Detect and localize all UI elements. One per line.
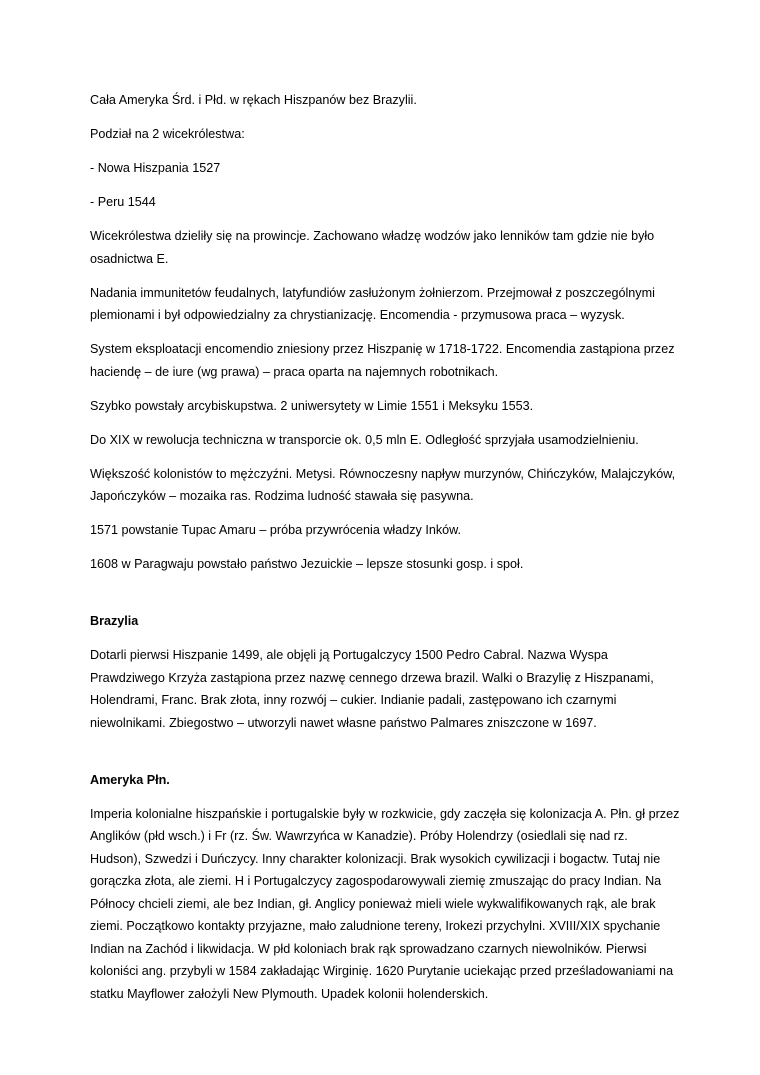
section-gap [90,587,680,610]
paragraph: Imperia kolonialne hiszpańskie i portugalskie były w rozkwicie, gdy zaczęła się kolonizacja A. Płn. gł przez Anglików (płd wsch.) i Fr (rz. Św. Wawrzyńca w Kanadzie). Próby Holendrzy (osiedlali się nad rz. Hudson), Szwedzi i Duńczycy. Inny charakter kolonizacji. Brak wysokich cywilizacji i bogactw. Tutaj nie gorączka złota, ale ziemi. H i Portugalczycy zagospodarowywali ziemię zmuszając do pracy Indian. Na Północy chcieli ziemi, ale bez Indian, gł. Anglicy ponieważ mieli wiele wykwalifikowanych rąk, ale brak ziemi. Początkowo kontakty przyjazne, mało zaludnione tereny, Irokezi przychylni. XVIII/XIX spychanie Indian na Zachód i likwidacja. W płd koloniach brak rąk sprowadzano czarnych niewolników. Pierwsi koloniści ang. przybyli w 1584 zakładając Wirginię. 1620 Purytanie uciekając przed prześladowaniami na statku Mayflower założyli New Plymouth. Upadek kolonii holenderskich. [90,806,680,1001]
section-gap [90,746,680,769]
list-item: - Nowa Hiszpania 1527 [90,161,221,175]
list-item: - Peru 1544 [90,195,156,209]
paragraph: Wicekrólestwa dzieliły się na prowincje. Zachowano władzę wodzów jako lenników tam gdzie nie było osadnictwa E. [90,229,655,266]
paragraph: Nadania immunitetów feudalnych, latyfundiów zasłużonym żołnierzom. Przejmował z poszczególnymi plemionami i był odpowiedzialny za chrystianizację. Encomendia - przymusowa praca – wyzysk. [90,285,655,322]
paragraph: Szybko powstały arcybiskupstwa. 2 uniwersytety w Limie 1551 i Meksyku 1553. [90,398,534,413]
paragraph: 1608 w Paragwaju powstało państwo Jezuickie – lepsze stosunki gosp. i społ. [90,557,524,571]
document-body [90,89,680,1017]
paragraph: Cała Ameryka Śrd. i Płd. w rękach Hiszpanów bez Brazylii. [90,93,417,107]
section-heading-ameryka-pln: Ameryka Płn. [90,772,170,787]
paragraph: Do XIX w rewolucja techniczna w transporcie ok. 0,5 mln E. Odległość sprzyjała usamodzielnieniu. [90,432,639,447]
paragraph: 1571 powstanie Tupac Amaru – próba przywrócenia władzy Inków. [90,523,462,537]
section-heading-brazylia: Brazylia [90,614,139,628]
paragraph: Większość kolonistów to mężczyźni. Metysi. Równoczesny napływ murzynów, Chińczyków, Malajczyków, Japończyków – mozaika ras. Rodzima ludność stawała się pasywna. [90,466,676,503]
paragraph: Podział na 2 wicekrólestwa: [90,127,245,141]
paragraph: System eksploatacji encomendio zniesiony przez Hiszpanię w 1718-1722. Encomendia zastąpiona przez haciendę – de iure (wg prawa) – praca oparta na najemnych robotnikach. [90,342,675,379]
paragraph: Dotarli pierwsi Hiszpanie 1499, ale objęli ją Portugalczycy 1500 Pedro Cabral. Nazwa Wyspa Prawdziwego Krzyża zastąpiona przez nazwę cennego drzewa brazil. Walki o Brazylię z Hiszpanami, Holendrami, Franc. Brak złota, inny rozwój – cukier. Indianie padali, zastępowano ich czarnymi niewolnikami. Zbiegostwo – utworzyli nawet własne państwo Palmares zniszczone w 1697. [90,648,654,730]
